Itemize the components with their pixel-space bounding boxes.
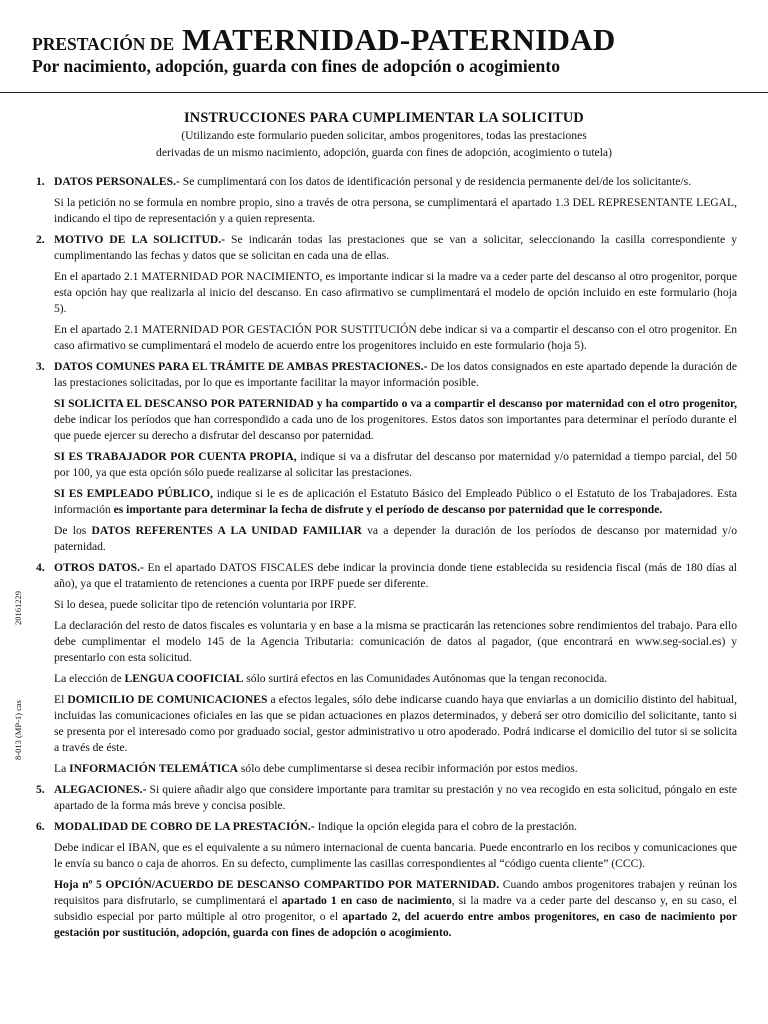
emphasis: DOMICILIO DE COMUNICACIONES [67, 693, 268, 706]
instructions-subtitle-line-1: (Utilizando este formulario pueden solicitar, ambos progenitores, todas las prestaciones [181, 129, 587, 142]
paragraph: Si la petición no se formula en nombre propio, sino a través de otra persona, se cumplimentará el apartado 1.3 DEL REPRESENTANTE LEGAL, indicando el tipo de representación y a quien representa. [54, 196, 737, 225]
paragraph-text: sólo debe cumplimentarse si desea recibir información por estos medios. [238, 762, 578, 775]
paragraph-text: indique si le es de aplicación el Estatuto Básico del Empleado Público o el Estatuto de los Trabajadores. Esta información [54, 487, 737, 516]
paragraph [54, 560, 737, 592]
section-number: 1. [36, 175, 45, 188]
paragraph-text: Cuando ambos progenitores trabajen y reúnan los requisitos para disfrutarlo, se cumplimentará el [54, 878, 737, 907]
paragraph: Debe indicar el IBAN, que es el equivalente a su número internacional de cuenta bancaria. Puede encontrarlo en los recibos y comunicaciones que le envía su banco o caja de ahorros. En su defecto, cumplimente las casillas correspondientes al “código cuenta cliente” (CCC). [54, 841, 737, 870]
paragraph-text: va a depender la duración de los períodos de descanso por maternidad y/o paternidad. [54, 524, 737, 553]
instructions-header [0, 110, 768, 161]
section-number: 5. [36, 783, 45, 796]
section-5 [36, 782, 737, 814]
section-number: 4. [36, 561, 45, 574]
emphasis: es importante para determinar la fecha de disfrute y el período de descanso por paternidad que le corresponde. [113, 503, 663, 516]
paragraph-text: sólo surtirá efectos en las Comunidades Autónomas que la tengan reconocida. [243, 672, 608, 685]
paragraph [36, 692, 737, 756]
emphasis: DATOS REFERENTES A LA UNIDAD FAMILIAR [91, 524, 362, 537]
paragraph [36, 523, 737, 555]
emphasis: SI SOLICITA EL DESCANSO POR PATERNIDAD y ha compartido o va a compartir el descanso por maternidad con el otro progenitor, [54, 397, 737, 410]
title-main: MATERNIDAD-PATERNIDAD [182, 22, 616, 57]
paragraph [36, 671, 737, 687]
instructions-title: INSTRUCCIONES PARA CUMPLIMENTAR LA SOLICITUD [184, 110, 584, 126]
instructions-body [36, 174, 737, 946]
section-6 [36, 819, 737, 835]
emphasis: apartado 1 en caso de nacimiento [281, 894, 452, 907]
paragraph [54, 819, 737, 835]
instructions-subtitle-line-2: derivadas de un mismo nacimiento, adopción, guarda con fines de adopción, acogimiento o tutela) [156, 146, 612, 159]
section-1 [36, 174, 737, 190]
title-line [32, 22, 748, 58]
paragraph-text: La elección de [54, 672, 125, 685]
document-header [32, 22, 748, 77]
emphasis: LENGUA COOFICIAL [124, 672, 244, 685]
section-number: 2. [36, 233, 45, 246]
section-4 [36, 560, 737, 592]
paragraph-text: Se cumplimentará con los datos de identificación personal y de residencia permanente del/de los solicitante/s. [179, 175, 692, 188]
paragraph-text: De los datos consignados en este apartado depende la duración de las prestaciones solicitadas, por lo que es importante facilitar la mayor información posible. [54, 360, 737, 389]
paragraph [36, 877, 737, 941]
section-heading: MOTIVO DE LA SOLICITUD.- [54, 233, 225, 246]
header-divider [0, 92, 768, 93]
paragraph [54, 359, 737, 391]
paragraph-text: , si la madre va a ceder parte del descanso y, en su caso, el subsidio especial por parto múltiple al otro progenitor, o el [54, 894, 737, 923]
paragraph-text: debe indicar los períodos que han correspondido a cada uno de los progenitores. Estos datos son importantes para determinar el período durante el que puede ejercer su derecho a disfrutar del descanso por paternidad. [54, 413, 737, 442]
paragraph [36, 449, 737, 481]
side-date-code: 20161229 [13, 591, 23, 625]
paragraph [54, 174, 737, 190]
paragraph-text: a efectos legales, sólo debe indicarse cuando haya que enviarlas a un domicilio distinto del habitual, incluidas las comunicaciones oficiales en las que se pidan actuaciones en plazos determinados, y deberá ser otro domicilio del solicitante, tanto si se presenta por el interesado como por graduado social, gestor administrativo u otro apoderado. Podrá indicarse el domicilio del tutor si se solicita a través de éste. [54, 693, 738, 754]
paragraph [36, 486, 737, 518]
emphasis: SI ES TRABAJADOR POR CUENTA PROPIA, [54, 450, 297, 463]
section-3 [36, 359, 737, 391]
paragraph: La declaración del resto de datos fiscales es voluntaria y en base a la misma se practicarán las retenciones sobre rendimientos del trabajo. Para ello debe cumplimentar el modelo 145 de la Agencia Tributaria: comunicación de datos al pagador, (que encontrará en www.seg-social.es) y presentarlo con esta solicitud. [54, 619, 737, 664]
section-heading: ALEGACIONES.- [54, 783, 147, 796]
section-heading: DATOS COMUNES PARA EL TRÁMITE DE AMBAS PRESTACIONES.- [54, 360, 428, 373]
section-number: 3. [36, 360, 45, 373]
section-heading: OTROS DATOS.- [54, 561, 144, 574]
paragraph [54, 232, 737, 264]
section-heading: MODALIDAD DE COBRO DE LA PRESTACIÓN.- [54, 820, 315, 833]
section-heading: DATOS PERSONALES.- [54, 175, 180, 188]
paragraph [36, 396, 737, 444]
paragraph-text: En el apartado DATOS FISCALES debe indicar la provincia donde tiene establecida su residencia fiscal (más de 180 días al año), ya que el tratamiento de retenciones a cuenta por IRPF puede ser diferente. [54, 561, 737, 590]
paragraph: En el apartado 2.1 MATERNIDAD POR GESTACIÓN POR SUSTITUCIÓN debe indicar si va a compartir el descanso con el otro progenitor. En caso afirmativo se cumplimentará el modelo de acuerdo entre los progenitores incluido en este formulario (hoja 5). [54, 323, 737, 352]
paragraph-text: El [54, 693, 68, 706]
section-number: 6. [36, 820, 45, 833]
emphasis: INFORMACIÓN TELEMÁTICA [69, 762, 239, 775]
paragraph-text: Indique la opción elegida para el cobro de la prestación. [314, 820, 578, 833]
side-form-code: 8-013 (MP-1) cas [13, 700, 23, 760]
paragraph-text: La [54, 762, 70, 775]
title-prefix: PRESTACIÓN DE [32, 34, 175, 54]
paragraph: Si lo desea, puede solicitar tipo de retención voluntaria por IRPF. [54, 598, 357, 611]
paragraph-text: De los [54, 524, 92, 537]
paragraph-text: indique si va a disfrutar del descanso por maternidad y/o paternidad a tiempo parcial, del 50 por 100, ya que esta opción sólo puede realizarse al solicitar las prestaciones. [54, 450, 737, 479]
paragraph: En el apartado 2.1 MATERNIDAD POR NACIMIENTO, es importante indicar si la madre va a ceder parte del descanso al otro progenitor, porque esta opción hay que realizarla al inicio del descanso. En caso afirmativo se cumplimentará el modelo de opción incluido en este formulario (hoja 5). [54, 270, 737, 315]
emphasis: apartado 2, del acuerdo entre ambos progenitores, en caso de nacimiento por gestación por sustitución, adopción, guarda con fines de adopción o acogimiento. [54, 910, 737, 939]
emphasis: SI ES EMPLEADO PÚBLICO, [54, 487, 214, 500]
paragraph [36, 761, 737, 777]
paragraph-text: Si quiere añadir algo que considere importante para tramitar su prestación y no vea recogido en esta solicitud, póngalo en este apartado de la forma más breve y concisa posible. [54, 783, 737, 812]
section-2 [36, 232, 737, 264]
paragraph-text: Se indicarán todas las prestaciones que se van a solicitar, seleccionando la casilla correspondiente y cumplimentando las fechas y datos que se solicitan en cada una de ellas. [54, 233, 737, 262]
document-subtitle: Por nacimiento, adopción, guarda con fines de adopción o acogimiento [32, 56, 560, 76]
emphasis: Hoja nº 5 OPCIÓN/ACUERDO DE DESCANSO COMPARTIDO POR MATERNIDAD. [54, 878, 500, 891]
paragraph [54, 782, 737, 814]
